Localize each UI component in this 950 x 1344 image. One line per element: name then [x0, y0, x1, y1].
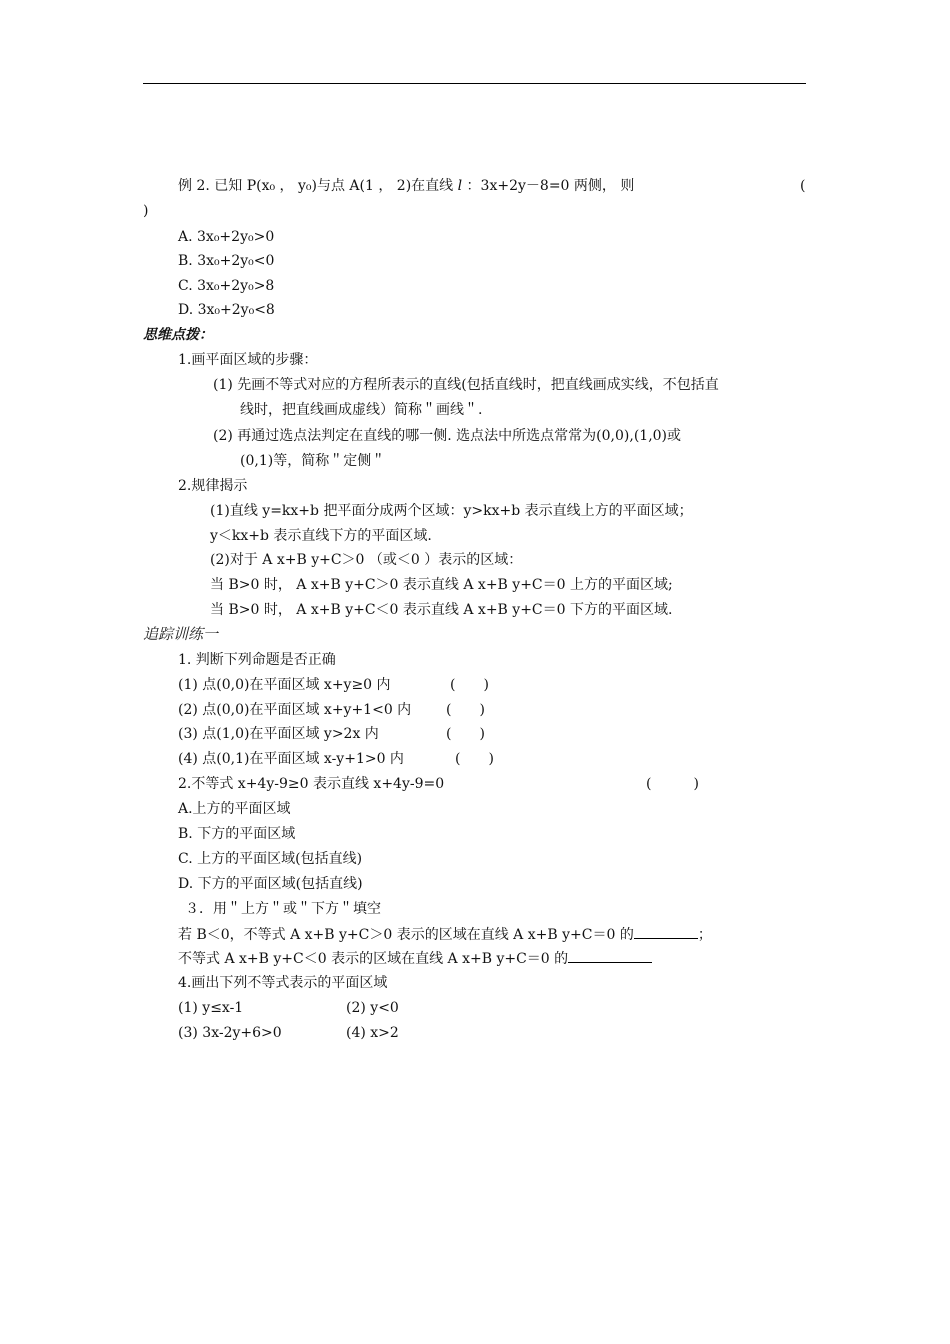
q3-line1-text: 若 B＜0，不等式 A x+B y+C＞0 表示的区域在直线 A x+B y+C＝0 的	[178, 927, 634, 943]
q2-stem: 2.不等式 x+4y-9≥0 表示直线 x+4y-9=0	[178, 776, 445, 792]
q1-item-2: (2) 点(0,0)在平面区域 x+y+1<0 内	[178, 702, 412, 718]
example2-answer-paren-close: )	[143, 203, 149, 219]
q4-item-1: (1) y≤x-1	[178, 1000, 244, 1016]
thinking-step1-line2: 线时，把直线画成虚线）简称＂画线＂.	[240, 402, 483, 418]
training-heading: 追踪训练一	[143, 627, 219, 643]
q1-title: 1. 判断下列命题是否正确	[178, 652, 336, 668]
thinking-heading: 思维点拨：	[143, 327, 213, 343]
q3-line1-end: ；	[697, 927, 712, 943]
q1-answer-paren-3: ( )	[446, 726, 485, 742]
q1-answer-paren-4: ( )	[455, 751, 494, 767]
thinking-step2-line1: (2) 再通过选点法判定在直线的哪一侧. 选点法中所选点常常为(0,0),(1,0)或	[213, 428, 682, 444]
q4-item-4: (4) x>2	[346, 1025, 399, 1041]
example2-stem: 例 2. 已知 P(x₀ ， y₀)与点 A(1 ， 2)在直线 𝑙 ：3x+2y－8=0 两侧， 则	[178, 178, 635, 194]
q2-option-c: C. 上方的平面区域(包括直线)	[178, 851, 363, 867]
q3-blank-2[interactable]	[568, 948, 652, 963]
q3-line1	[178, 924, 712, 945]
q4-item-3: (3) 3x-2y+6>0	[178, 1025, 282, 1041]
q2-answer-paren: ( )	[646, 776, 699, 792]
example2-answer-paren-open: (	[800, 178, 806, 194]
q3-line2	[178, 948, 652, 969]
thinking-step1-line1: (1) 先画不等式对应的方程所表示的直线(包括直线时，把直线画成实线，不包括直	[213, 377, 719, 393]
thinking-item1-title: 1.画平面区域的步骤：	[178, 352, 318, 368]
q1-item-3: (3) 点(1,0)在平面区域 y>2x 内	[178, 726, 379, 742]
header-rule	[143, 83, 806, 84]
q3-blank-1[interactable]	[634, 924, 698, 939]
thinking-rule1-line2: y＜kx+b 表示直线下方的平面区域.	[210, 528, 432, 544]
q4-title: 4.画出下列不等式表示的平面区域	[178, 975, 388, 991]
example2-option-a: A. 3x₀+2y₀>0	[178, 229, 275, 245]
q3-line2-text: 不等式 A x+B y+C＜0 表示的区域在直线 A x+B y+C＝0 的	[178, 951, 569, 967]
thinking-rule2-line2: 当 B>0 时， A x+B y+C＞0 表示直线 A x+B y+C＝0 上方的平面区域;	[210, 577, 673, 593]
thinking-rule2-line3: 当 B>0 时， A x+B y+C＜0 表示直线 A x+B y+C＝0 下方的平面区域.	[210, 602, 673, 618]
q1-answer-paren-1: ( )	[450, 677, 489, 693]
example2-option-c: C. 3x₀+2y₀>8	[178, 278, 275, 294]
q1-answer-paren-2: ( )	[446, 702, 485, 718]
q3-title: ３．用＂上方＂或＂下方＂填空	[185, 901, 381, 917]
q2-option-b: B. 下方的平面区域	[178, 826, 296, 842]
thinking-step2-line2: (0,1)等，简称＂定侧＂	[240, 453, 386, 469]
thinking-rule1-line1: (1)直线 y=kx+b 把平面分成两个区域：y>kx+b 表示直线上方的平面区域；	[210, 503, 693, 519]
example2-option-d: D. 3x₀+2y₀<8	[178, 302, 275, 318]
q1-item-4: (4) 点(0,1)在平面区域 x-y+1>0 内	[178, 751, 404, 767]
q2-option-a: A.上方的平面区域	[178, 801, 291, 817]
thinking-item2-title: 2.规律揭示	[178, 478, 248, 494]
thinking-rule2-line1: (2)对于 A x+B y+C＞0 （或＜0 ）表示的区域：	[210, 552, 523, 568]
example2-option-b: B. 3x₀+2y₀<0	[178, 253, 275, 269]
q4-item-2: (2) y<0	[346, 1000, 399, 1016]
q1-item-1: (1) 点(0,0)在平面区域 x+y≥0 内	[178, 677, 391, 693]
q2-option-d: D. 下方的平面区域(包括直线)	[178, 876, 363, 892]
